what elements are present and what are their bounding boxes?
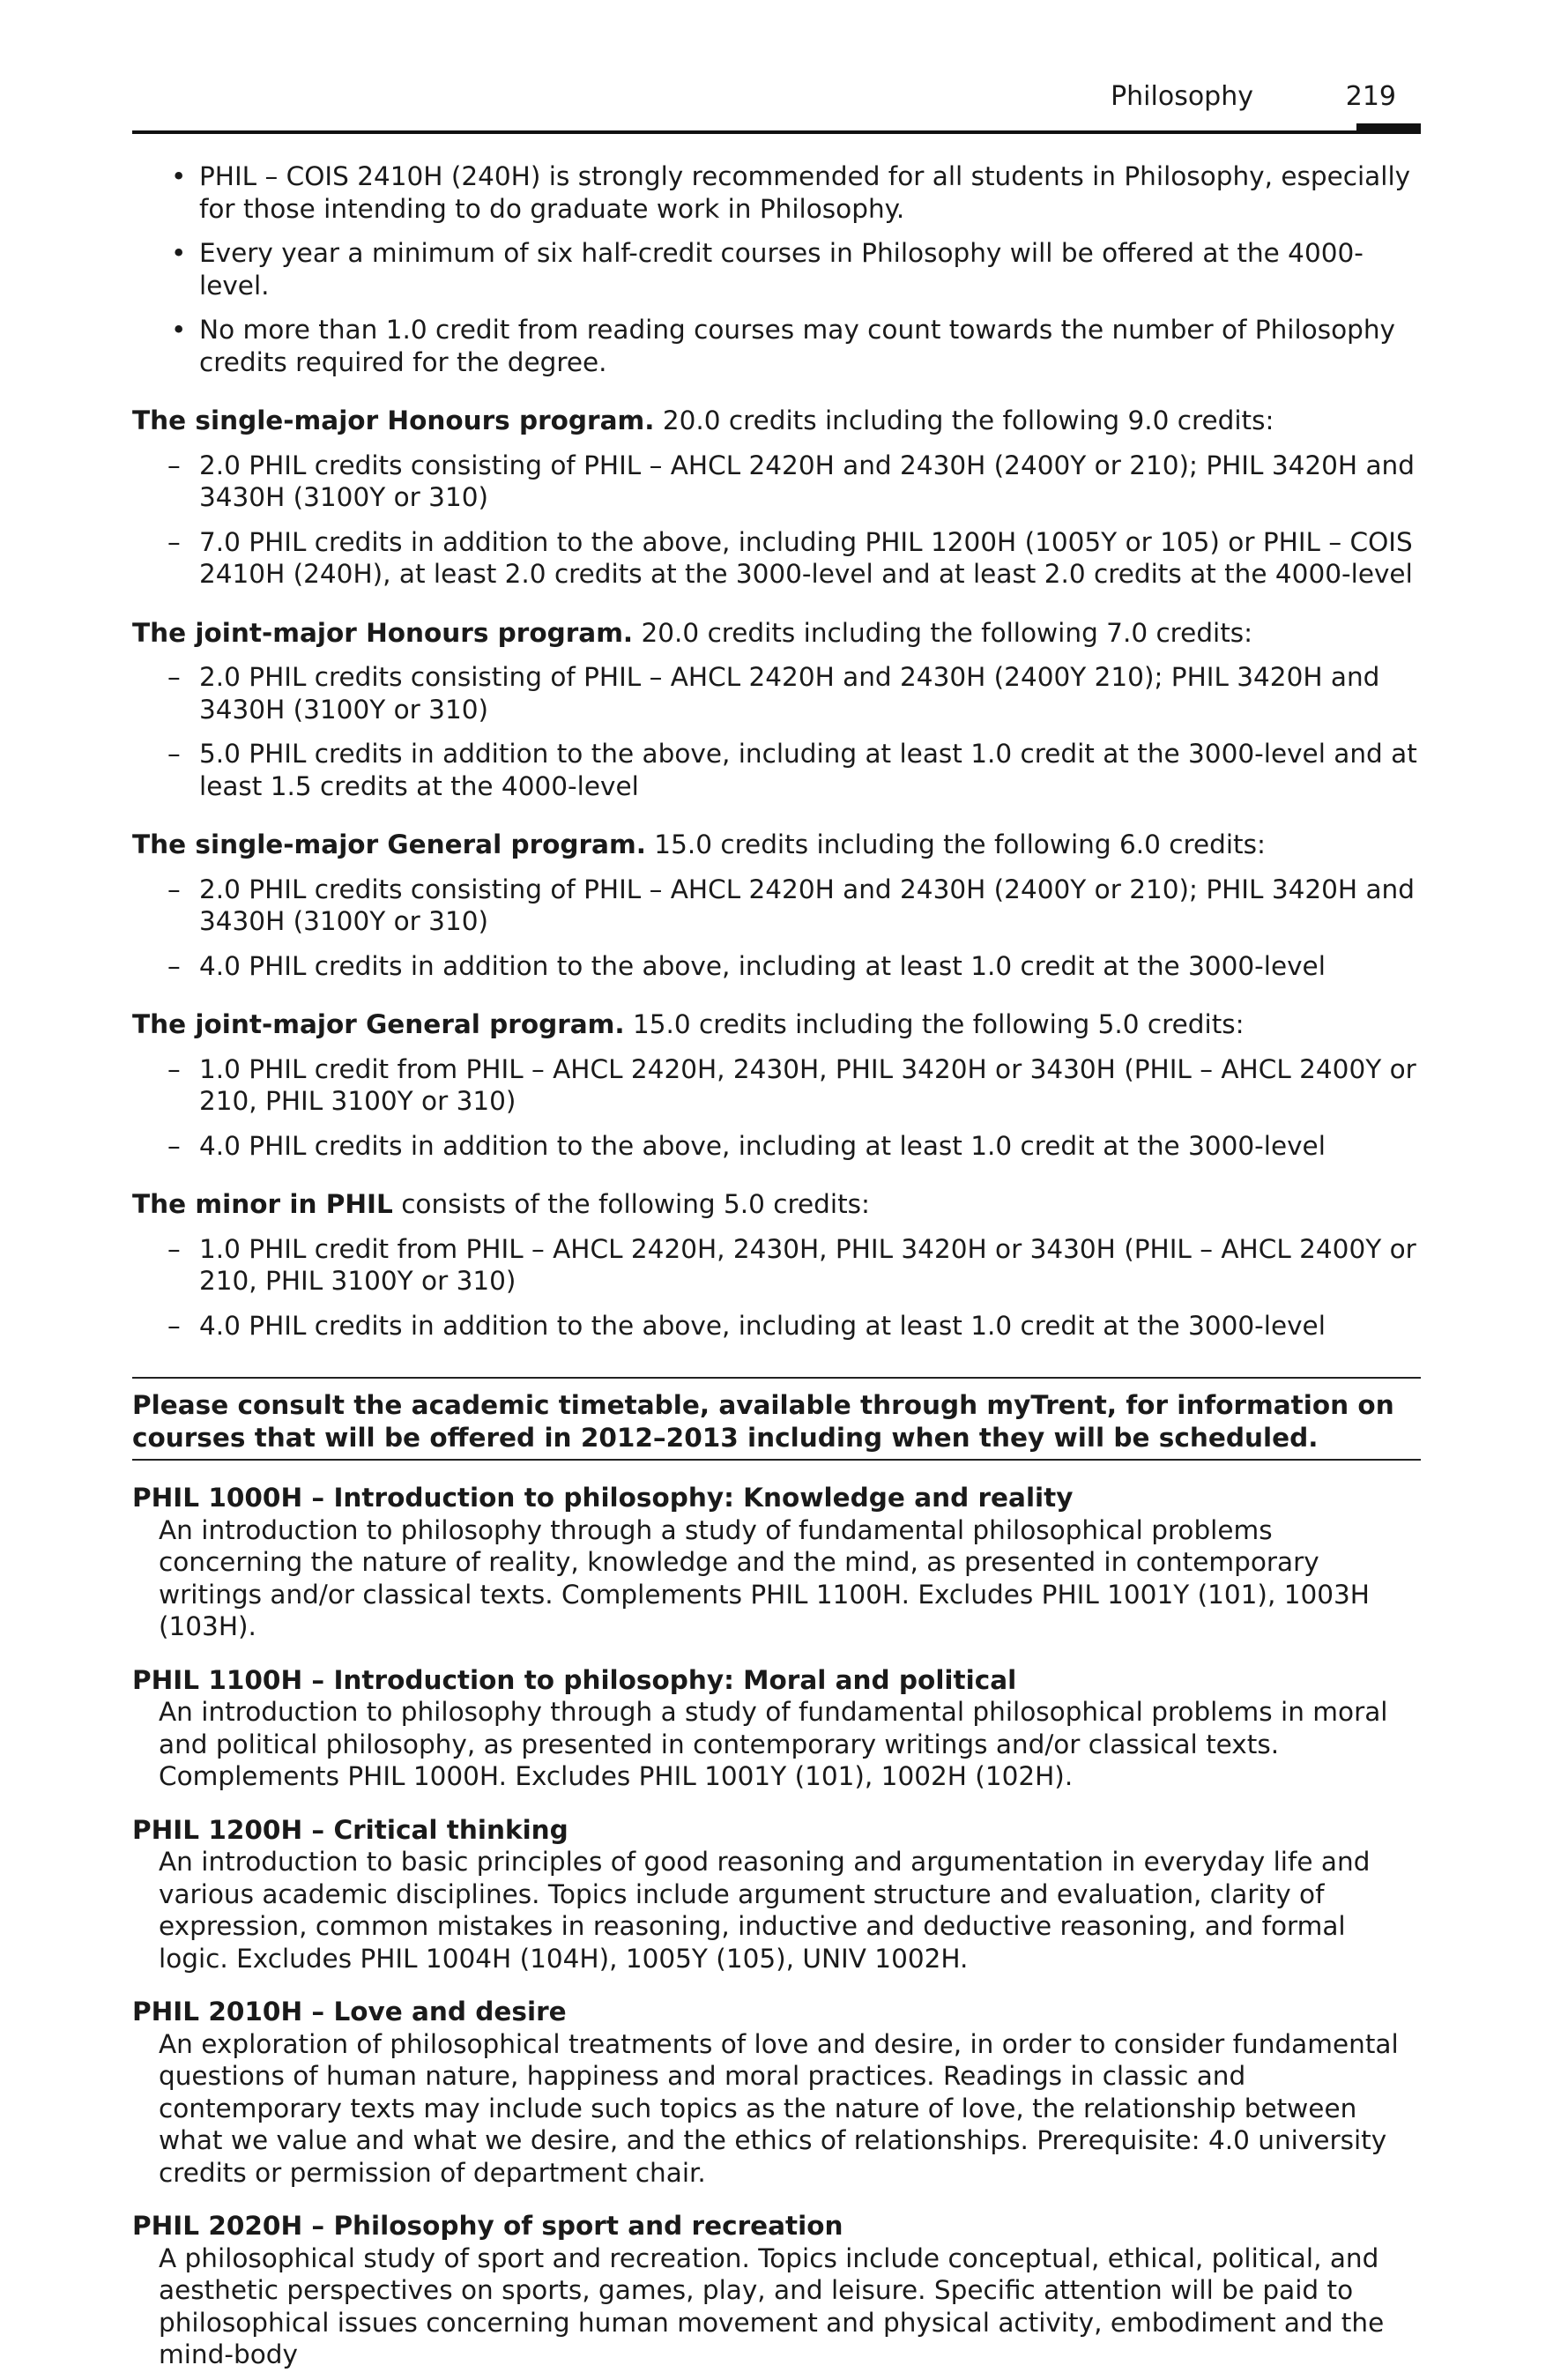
bullet-icon: • — [171, 161, 187, 191]
dash-icon: – — [167, 1233, 181, 1264]
course-entry — [132, 1814, 1421, 1975]
course-title: PHIL 1200H – Critical thinking — [132, 1814, 568, 1845]
program-summary: 15.0 credits including the following 5.0 credits: — [624, 1009, 1245, 1039]
requirement-item — [132, 450, 1421, 514]
course-description: An introduction to philosophy through a study of fundamental philosophical problems in moral and political philosophy, as presented in contemporary writings and/or classical texts. Complements PHIL 1000H. Excludes PHIL 1001Y (101), 1002H (102H). — [159, 1697, 1388, 1791]
requirement-text: 4.0 PHIL credits in addition to the above, including at least 1.0 credit at the 3000-level — [199, 1130, 1326, 1161]
note-item — [132, 314, 1421, 378]
page-content — [132, 160, 1421, 2371]
note-text: No more than 1.0 credit from reading courses may count towards the number of Philosophy credits required for the degree. — [199, 315, 1396, 377]
program-title: The joint-major Honours program. — [132, 617, 634, 648]
requirement-item — [132, 661, 1421, 725]
course-entry — [132, 1996, 1421, 2189]
course-title: PHIL 1100H – Introduction to philosophy: Moral and political — [132, 1664, 1017, 1695]
program-title: The single-major General program. — [132, 829, 646, 859]
program-single-major-general — [132, 829, 1421, 982]
course-title: PHIL 1000H – Introduction to philosophy: Knowledge and reality — [132, 1483, 1074, 1513]
dash-icon: – — [167, 874, 181, 904]
program-summary: consists of the following 5.0 credits: — [392, 1189, 870, 1219]
bullet-icon: • — [171, 315, 187, 345]
program-joint-major-general — [132, 1008, 1421, 1162]
program-joint-major-honours — [132, 617, 1421, 803]
requirement-item — [132, 950, 1421, 983]
requirement-text: 1.0 PHIL credit from PHIL – AHCL 2420H, 2430H, PHIL 3420H or 3430H (PHIL – AHCL 2400Y or 210, PHIL 3100Y or 310) — [199, 1053, 1416, 1116]
bullet-icon: • — [171, 238, 187, 268]
note-item — [132, 160, 1421, 225]
dash-icon: – — [167, 1053, 181, 1084]
requirement-text: 2.0 PHIL credits consisting of PHIL – AHCL 2420H and 2430H (2400Y 210); PHIL 3420H and 3430H (3100Y or 310) — [199, 662, 1380, 725]
requirement-text: 4.0 PHIL credits in addition to the above, including at least 1.0 credit at the 3000-level — [199, 1310, 1326, 1341]
course-description: A philosophical study of sport and recreation. Topics include conceptual, ethical, political, and aesthetic perspectives on sports, games, play, and leisure. Specific attention will be paid to philosophical issues concerning human movement and physical activity, embodiment and the mind-body — [159, 2242, 1385, 2369]
program-title: The single-major Honours program. — [132, 405, 655, 435]
course-description: An exploration of philosophical treatments of love and desire, in order to consider fundamental questions of human nature, happiness and moral practices. Readings in classic and contemporary texts may include such topics as the nature of love, the relationship between what we value and what we desire, and the ethics of relationships. Prerequisite: 4.0 university credits or permission of department chair. — [159, 2028, 1399, 2188]
header-rule — [132, 130, 1421, 134]
requirement-text: 1.0 PHIL credit from PHIL – AHCL 2420H, 2430H, PHIL 3420H or 3430H (PHIL – AHCL 2400Y or 210, PHIL 3100Y or 310) — [199, 1233, 1416, 1296]
dash-icon: – — [167, 662, 181, 692]
requirement-text: 4.0 PHIL credits in addition to the above, including at least 1.0 credit at the 3000-level — [199, 950, 1326, 981]
dash-icon: – — [167, 526, 181, 557]
program-heading — [132, 829, 1421, 861]
requirement-text: 2.0 PHIL credits consisting of PHIL – AHCL 2420H and 2430H (2400Y or 210); PHIL 3420H and 3430H (3100Y or 310) — [199, 450, 1415, 512]
requirement-text: 2.0 PHIL credits consisting of PHIL – AHCL 2420H and 2430H (2400Y or 210); PHIL 3420H and 3430H (3100Y or 310) — [199, 874, 1415, 936]
requirement-text: 7.0 PHIL credits in addition to the above, including PHIL 1200H (1005Y or 105) or PHIL – COIS 2410H (240H), at least 2.0 credits at the 3000-level and at least 2.0 credits at the 4000-level — [199, 526, 1413, 589]
note-item — [132, 237, 1421, 301]
course-entry — [132, 2210, 1421, 2371]
program-title: The minor in PHIL — [132, 1189, 393, 1219]
program-summary: 20.0 credits including the following 9.0 credits: — [654, 405, 1274, 435]
program-single-major-honours — [132, 405, 1421, 591]
course-entry — [132, 1482, 1421, 1643]
program-summary: 20.0 credits including the following 7.0 credits: — [633, 617, 1253, 648]
program-summary: 15.0 credits including the following 6.0 credits: — [645, 829, 1266, 859]
dash-icon: – — [167, 950, 181, 981]
requirement-text: 5.0 PHIL credits in addition to the above, including at least 1.0 credit at the 3000-level and at least 1.5 credits at the 4000-level — [199, 739, 1417, 801]
timetable-notice: Please consult the academic timetable, available through myTrent, for information on courses that will be offered in 2012–2013 including when they will be scheduled. — [132, 1377, 1421, 1461]
program-minor — [132, 1188, 1421, 1342]
program-heading — [132, 405, 1421, 437]
course-title: PHIL 2020H – Philosophy of sport and recreation — [132, 2211, 843, 2241]
program-title: The joint-major General program. — [132, 1009, 625, 1039]
header-tab-marker — [1356, 123, 1421, 134]
requirement-item — [132, 1130, 1421, 1163]
course-description: An introduction to philosophy through a study of fundamental philosophical problems concerning the nature of reality, knowledge and the mind, as presented in contemporary writings and/or classical texts. Complements PHIL 1100H. Excludes PHIL 1001Y (101), 1003H (103H). — [159, 1514, 1370, 1641]
program-heading — [132, 1008, 1421, 1041]
dash-icon: – — [167, 1310, 181, 1341]
requirement-item — [132, 1053, 1421, 1118]
requirement-item — [132, 1310, 1421, 1342]
program-heading — [132, 1188, 1421, 1221]
requirement-item — [132, 738, 1421, 802]
dash-icon: – — [167, 739, 181, 769]
page-number: 219 — [1345, 81, 1396, 112]
page-header — [132, 78, 1421, 134]
dash-icon: – — [167, 450, 181, 480]
note-text: PHIL – COIS 2410H (240H) is strongly recommended for all students in Philosophy, especially for those intending to do graduate work in Philosophy. — [199, 161, 1411, 224]
requirement-item — [132, 1233, 1421, 1298]
course-description: An introduction to basic principles of good reasoning and argumentation in everyday life and various academic disciplines. Topics include argument structure and evaluation, clarity of expression, common mistakes in reasoning, inductive and deductive reasoning, and formal logic. Excludes PHIL 1004H (104H), 1005Y (105), UNIV 1002H. — [159, 1847, 1371, 1974]
running-head: Philosophy — [1111, 81, 1253, 112]
course-title: PHIL 2010H – Love and desire — [132, 1997, 567, 2027]
dash-icon: – — [167, 1130, 181, 1161]
program-heading — [132, 617, 1421, 650]
note-text: Every year a minimum of six half-credit courses in Philosophy will be offered at the 4000-level. — [199, 238, 1364, 301]
notes-list — [132, 160, 1421, 378]
course-entry — [132, 1664, 1421, 1793]
requirement-item — [132, 526, 1421, 591]
requirement-item — [132, 874, 1421, 938]
